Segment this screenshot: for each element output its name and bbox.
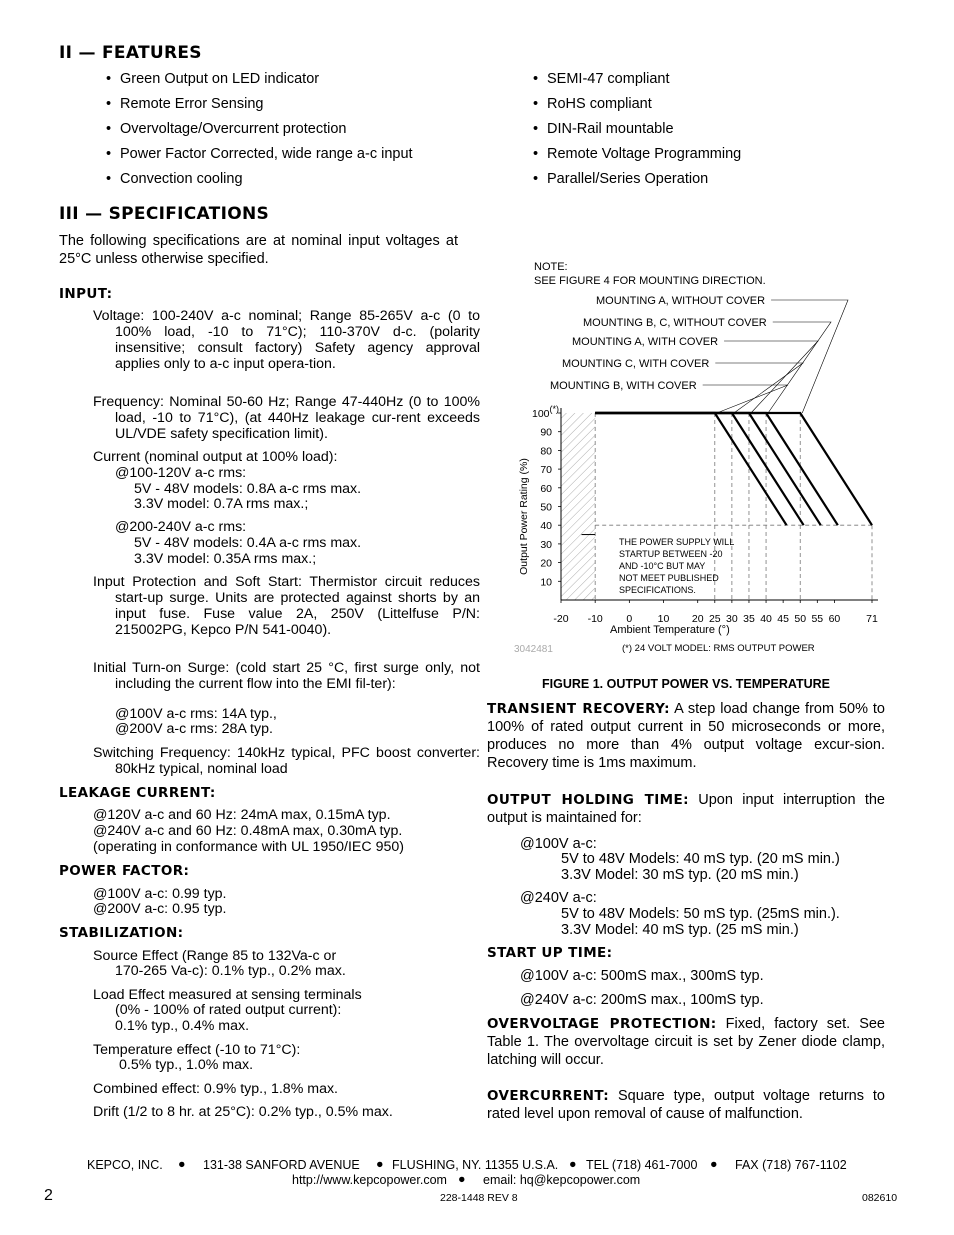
leader-line <box>703 385 788 413</box>
load-effect-2: (0% - 100% of rated output current): <box>115 1002 342 1018</box>
input-current-100-b: 3.3V model: 0.7A rms max.; <box>134 496 309 512</box>
input-current-200: @200-240V a-c rms: <box>115 519 247 535</box>
series-label: MOUNTING B, WITH COVER <box>550 380 697 392</box>
leader-line <box>768 322 831 413</box>
x-tick-label: 25 <box>708 613 721 625</box>
x-tick-label: 71 <box>866 613 878 625</box>
x-tick-label: 0 <box>626 613 633 625</box>
list-item: • Remote Voltage Programming <box>533 142 913 167</box>
footer-company: KEPCO, INC. <box>87 1158 163 1172</box>
ovp-heading: OVERVOLTAGE PROTECTION: <box>487 1016 717 1032</box>
leakage-heading: LEAKAGE CURRENT: <box>59 785 216 801</box>
load-effect-3: 0.1% typ., 0.4% max. <box>115 1018 250 1034</box>
footer-web-link[interactable]: http://www.kepcopower.com <box>292 1173 447 1187</box>
drift: Drift (1/2 to 8 hr. at 25°C): 0.2% typ., 0.5% max. <box>93 1104 393 1120</box>
list-item: • Parallel/Series Operation <box>533 167 913 192</box>
holding-240-a: 5V to 48V Models: 50 mS typ. (25mS min.). <box>561 906 840 922</box>
figure-caption: FIGURE 1. OUTPUT POWER VS. TEMPERATURE <box>542 677 830 691</box>
x-tick-label: 60 <box>828 613 841 625</box>
overvoltage-protection: OVERVOLTAGE PROTECTION: Fixed, factory set. See Table 1. The overvoltage circuit is set by Zener diode clamp, latching will occur. <box>487 1016 885 1068</box>
output-power-chart <box>500 250 910 670</box>
chart-note-1: NOTE: <box>534 261 568 273</box>
x-tick-label: 40 <box>760 613 772 625</box>
leader-line <box>715 363 803 413</box>
input-surge-100: @100V a-c rms: 14A typ., <box>115 706 277 722</box>
startup-240: @240V a-c: 200mS max., 100mS typ. <box>520 992 764 1008</box>
x-tick-label: 35 <box>743 613 755 625</box>
y-axis-label: Output Power Rating (%) <box>518 458 530 575</box>
footer-address: 131-38 SANFORD AVENUE <box>203 1158 360 1172</box>
leakage-240: @240V a-c and 60 Hz: 0.48mA max, 0.30mA typ. <box>93 823 403 839</box>
leakage-120: @120V a-c and 60 Hz: 24mA max, 0.15mA typ. <box>93 807 391 823</box>
series-label: MOUNTING C, WITH COVER <box>562 358 710 370</box>
x-axis-label: Ambient Temperature (°) <box>610 624 730 636</box>
features-heading: II — FEATURES <box>59 43 202 63</box>
y-tick-label: 100(*) <box>532 404 560 420</box>
y-tick-label: 10 <box>540 576 552 589</box>
chart-note-2: SEE FIGURE 4 FOR MOUNTING DIRECTION. <box>534 275 766 287</box>
list-item: • RoHS compliant <box>533 92 913 117</box>
source-effect-1: Source Effect (Range 85 to 132Va-c or <box>93 948 337 964</box>
y-tick-label: 90 <box>540 426 552 439</box>
holding-100-a: 5V to 48V Models: 40 mS typ. (20 mS min.) <box>561 851 840 867</box>
startup-note: THE POWER SUPPLY WILL STARTUP BETWEEN -20 AND -10°C BUT MAY NOT MEET PUBLISHED SPECIFICATIONS. <box>619 537 734 595</box>
y-tick-label: 70 <box>540 464 552 477</box>
bullet-dot: ● <box>569 1157 577 1171</box>
output-holding-time: OUTPUT HOLDING TIME: Upon input interruption the output is maintained for: <box>487 792 885 826</box>
x-tick-label: -20 <box>553 613 569 625</box>
x-tick-label: 50 <box>794 613 807 625</box>
holding-heading: OUTPUT HOLDING TIME: <box>487 792 689 808</box>
bullet-dot: ● <box>178 1157 186 1171</box>
x-tick-label: -10 <box>587 613 603 625</box>
doc-number: 228-1448 REV 8 <box>440 1192 518 1204</box>
holding-240-b: 3.3V Model: 40 mS typ. (25 mS min.) <box>561 922 799 938</box>
input-switching: Switching Frequency: 140kHz typical, PFC boost converter: 80kHz typical, nominal load <box>93 745 480 777</box>
input-current-100: @100-120V a-c rms: <box>115 465 247 481</box>
list-item: • Green Output on LED indicator <box>106 67 506 92</box>
power-factor-100: @100V a-c: 0.99 typ. <box>93 886 227 902</box>
input-surge: Initial Turn-on Surge: (cold start 25 °C, first surge only, not including the current flow into the EMI fil-ter): <box>93 660 480 692</box>
bullet-dot: ● <box>710 1157 718 1171</box>
input-current-title: Current (nominal output at 100% load): <box>93 449 338 465</box>
x-tick-label: 10 <box>657 613 670 625</box>
figure-code: 3042481 <box>514 644 553 655</box>
footer-fax: FAX (718) 767-1102 <box>735 1158 847 1172</box>
series-line <box>595 413 821 525</box>
load-effect-1: Load Effect measured at sensing terminals <box>93 987 362 1003</box>
x-tick-label: 30 <box>726 613 738 625</box>
series-line <box>595 413 803 525</box>
y-tick-label: 80 <box>540 445 552 458</box>
specs-intro: The following specifications are at nominal input voltages at 25°C unless otherwise specified. <box>59 233 458 267</box>
series-line <box>595 413 786 525</box>
power-factor-heading: POWER FACTOR: <box>59 863 190 879</box>
leader-line <box>724 341 818 413</box>
input-voltage: Voltage: 100-240V a-c nominal; Range 85-265V a-c (0 to 100% load, -10 to 71°C); 110-370V d-c. (polarity insensitive; consult factory) Safety agency approval applies only to a-c input opera-tion. <box>93 308 480 372</box>
bullet-dot: ● <box>376 1157 384 1171</box>
x-tick-label: 55 <box>811 613 824 625</box>
list-item: • SEMI-47 compliant <box>533 67 913 92</box>
y-tick-label: 20 <box>540 557 552 570</box>
input-current-200-b: 3.3V model: 0.35A rms max.; <box>134 551 317 567</box>
y-tick-label: 60 <box>540 482 552 495</box>
startup-heading: START UP TIME: <box>487 945 613 961</box>
input-heading: INPUT: <box>59 286 113 302</box>
footer-email-link[interactable]: email: hq@kepcopower.com <box>483 1173 641 1187</box>
list-item: • Power Factor Corrected, wide range a-c input <box>106 142 506 167</box>
x-tick-label: 20 <box>691 613 704 625</box>
leakage-note: (operating in conformance with UL 1950/IEC 950) <box>93 839 404 855</box>
transient-heading: TRANSIENT RECOVERY: <box>487 701 670 717</box>
power-factor-200: @200V a-c: 0.95 typ. <box>93 901 227 917</box>
y-tick-label: 30 <box>540 538 552 551</box>
combined-effect: Combined effect: 0.9% typ., 1.8% max. <box>93 1081 338 1097</box>
list-item: • Overvoltage/Overcurrent protection <box>106 117 506 142</box>
doc-date: 082610 <box>862 1192 898 1204</box>
footer-city: FLUSHING, NY. 11355 U.S.A. <box>392 1158 559 1172</box>
input-protection: Input Protection and Soft Start: Thermistor circuit reduces start-up surge. Units are protected against shorts by an input fuse. Fuse value 2A, 250V (Littelfuse P/N: 215002PG, Kepco P/N 541-0040). <box>93 574 480 638</box>
specs-heading: III — SPECIFICATIONS <box>59 204 270 224</box>
input-current-100-a: 5V - 48V models: 0.8A a-c rms max. <box>134 481 362 497</box>
overcurrent-heading: OVERCURRENT: <box>487 1088 610 1104</box>
features-list-right <box>533 67 913 192</box>
series-label: MOUNTING A, WITH COVER <box>572 336 719 348</box>
y-tick-label: 50 <box>540 501 552 514</box>
source-effect-2: 170-265 Va-c): 0.1% typ., 0.2% max. <box>115 963 346 979</box>
y-tick-label: 40 <box>540 520 552 533</box>
holding-100-b: 3.3V Model: 30 mS typ. (20 mS min.) <box>561 867 799 883</box>
startup-100: @100V a-c: 500mS max., 300mS typ. <box>520 968 764 984</box>
hatched-region <box>561 413 595 600</box>
stabilization-heading: STABILIZATION: <box>59 925 184 941</box>
holding-240: @240V a-c: <box>520 890 597 906</box>
series-line <box>595 413 872 525</box>
temperature-effect-1: Temperature effect (-10 to 71°C): <box>93 1042 301 1058</box>
series-label: MOUNTING A, WITHOUT COVER <box>596 295 766 307</box>
temperature-effect-2: 0.5% typ., 1.0% max. <box>119 1057 254 1073</box>
series-line <box>595 413 838 525</box>
overcurrent: OVERCURRENT: Square type, output voltage returns to rated level upon removal of cause of malfunction. <box>487 1088 885 1122</box>
transient-recovery: TRANSIENT RECOVERY: A step load change from 50% to 100% of rated output current in 50 microseconds or more, produces no more than 4% output voltage excur-sion. Recovery time is 1ms maximum. <box>487 701 885 771</box>
features-list-left <box>106 67 506 192</box>
list-item: • DIN-Rail mountable <box>533 117 913 142</box>
bullet-dot: ● <box>458 1172 466 1186</box>
holding-100: @100V a-c: <box>520 836 597 852</box>
input-frequency: Frequency: Nominal 50-60 Hz; Range 47-440Hz (0 to 100% load, -10 to 71°C), (at 440Hz leakage cur-rent exceeds UL/VDE safety specification limit). <box>93 394 480 442</box>
input-current-200-a: 5V - 48V models: 0.4A a-c rms max. <box>134 535 362 551</box>
footer-tel: TEL (718) 461-7000 <box>586 1158 698 1172</box>
list-item: • Convection cooling <box>106 167 506 192</box>
list-item: • Remote Error Sensing <box>106 92 506 117</box>
leader-line <box>771 300 848 413</box>
input-surge-200: @200V a-c rms: 28A typ. <box>115 721 273 737</box>
series-label: MOUNTING B, C, WITHOUT COVER <box>583 317 767 329</box>
figure-footnote: (*) 24 VOLT MODEL: RMS OUTPUT POWER <box>622 643 815 654</box>
page-number: 2 <box>44 1187 53 1204</box>
x-tick-label: 45 <box>777 613 789 625</box>
